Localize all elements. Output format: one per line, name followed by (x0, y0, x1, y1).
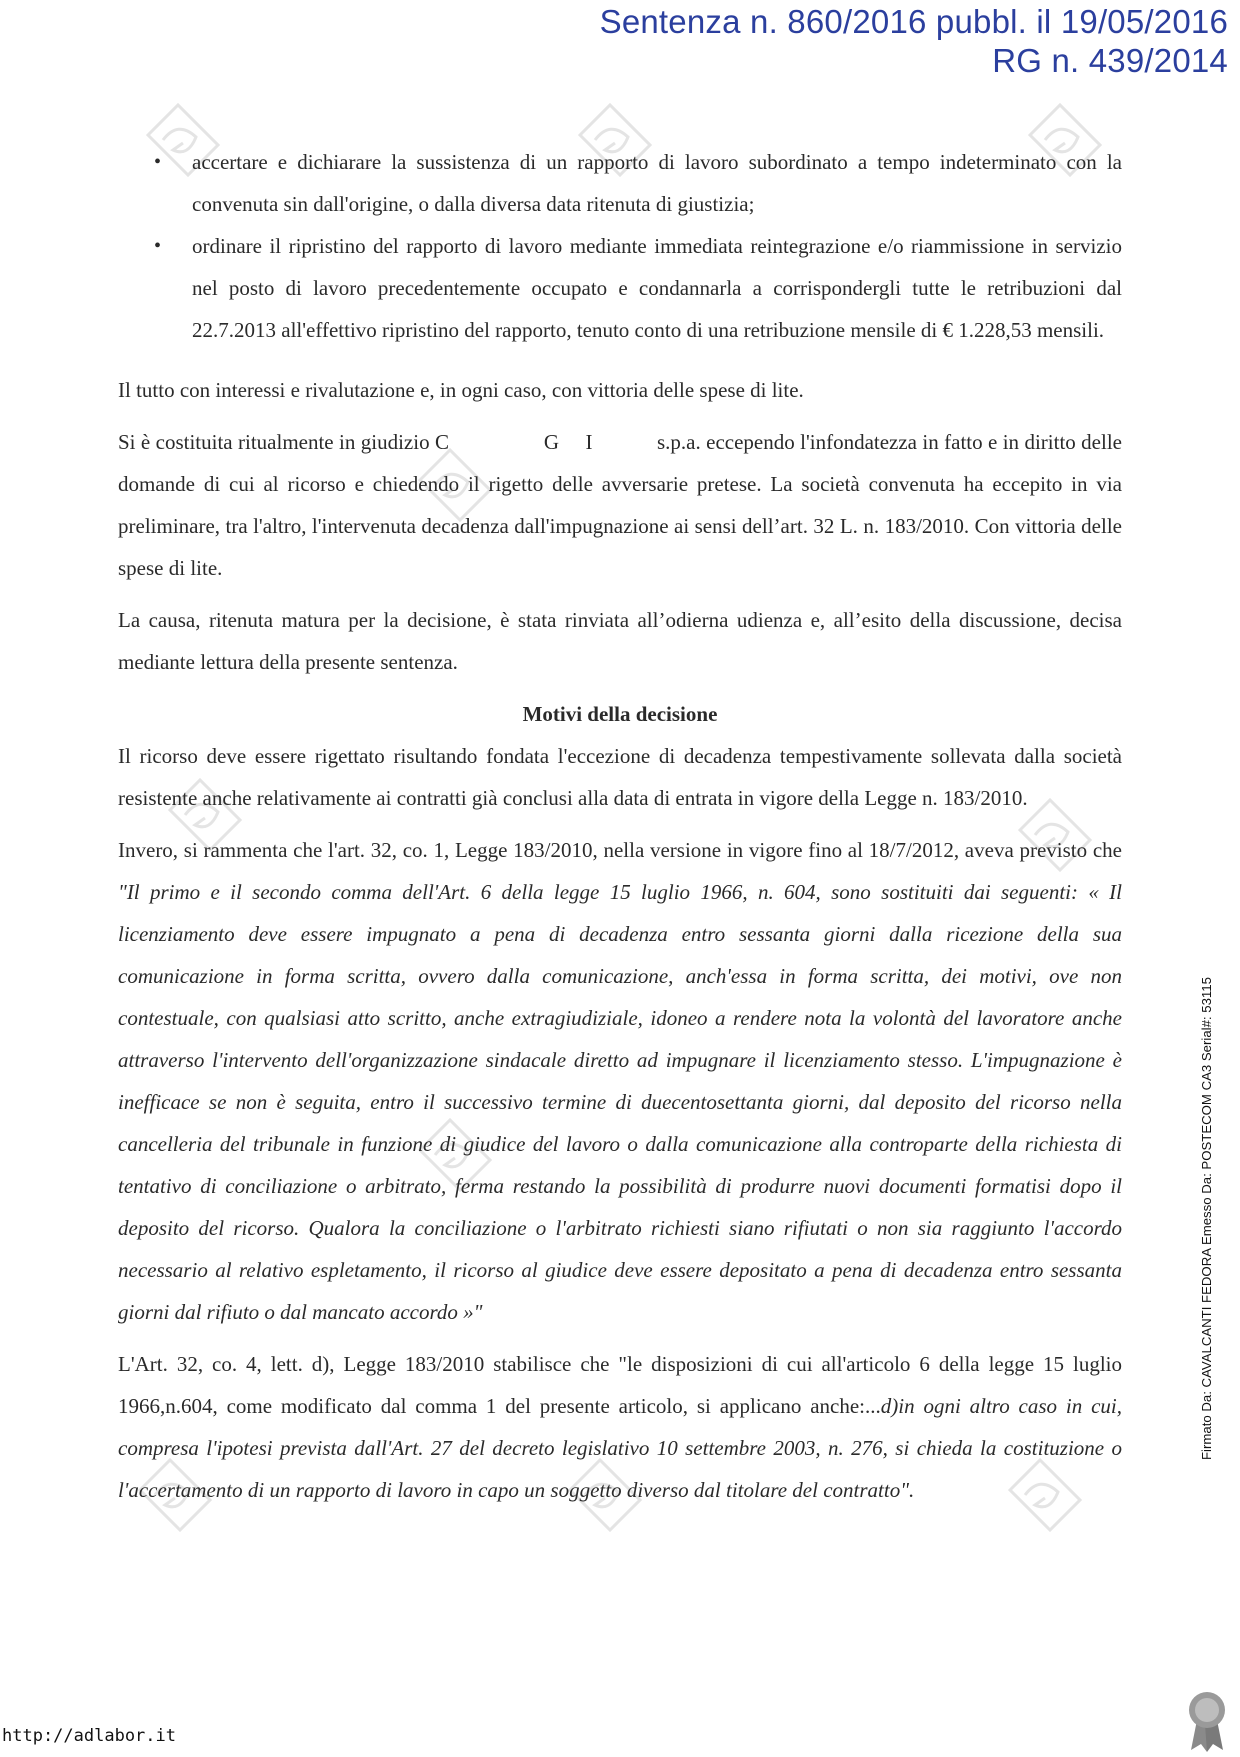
list-item: • accertare e dichiarare la sussistenza di un rapporto di lavoro subordinato a tempo indeterminato con la convenuta sin dall'origine, o dalla diversa data ritenuta di giustizia; (118, 141, 1122, 225)
paragraph-art32 (118, 829, 1122, 1333)
digital-signature-note: Firmato Da: CAVALCANTI FEDORA Emesso Da: POSTECOM CA3 Serial#: 53115 (1199, 977, 1214, 1460)
document-body (118, 141, 1122, 1511)
text-span: Invero, si rammenta che l'art. 32, co. 1, Legge 183/2010, nella versione in vigore fino al 18/7/2012, aveva previsto che (118, 838, 1122, 862)
text-span: s.p.a. eccependo l'infondatezza in fatto e in diritto delle domande di cui al ricorso e chiedendo il rigetto delle avversarie pretese. La società convenuta ha eccepito in via preliminare, tra l'altro, l'intervenuta decadenza dall'impugnazione ai sensi dell’art. 32 L. n. 183/2010. Con vittoria delle spese di lite. (118, 430, 1122, 580)
register-number: RG n. 439/2014 (992, 42, 1228, 79)
paragraph-ruling: Il ricorso deve essere rigettato risultando fondata l'eccezione di decadenza tempestivamente sollevata dalla società resistente anche relativamente ai contratti già conclusi alla data di entrata in vigore della Legge n. 183/2010. (118, 744, 1122, 810)
quoted-law-text: "Il primo e il secondo comma dell'Art. 6 della legge 15 luglio 1966, n. 604, sono sostituiti dai seguenti: « Il licenziamento deve essere impugnato a pena di decadenza entro sessanta giorni dalla ricezione della sua comunicazione in forma scritta, ovvero dalla comunicazione, anch'essa in forma scritta, dei motivi, ove non contestuale, con qualsiasi atto scritto, anche extragiudiziale, idoneo a rendere nota la volontà del lavoratore anche attraverso l'intervento dell'organizzazione sindacale diretto ad impugnare il licenziamento stesso. L'impugnazione è inefficace se non è seguita, entro il successivo termine di duecentosettanta giorni, dal deposito del ricorso nella cancelleria del tribunale in funzione di giudice del lavoro o dalla comunicazione alla controparte della richiesta di tentativo di conciliazione o arbitrato, ferma restando la possibilità di produrre nuovi documenti formatisi dopo il deposito del ricorso. Qualora la conciliazione o l'arbitrato richiesti siano rifiutati o non sia raggiunto l'accordo necessario al relativo espletamento, il ricorso al giudice deve essere depositato a pena di decadenza entro sessanta giorni dal rifiuto o dal mancato accordo »" (118, 880, 1122, 1324)
footer-url: http://adlabor.it (2, 1726, 176, 1746)
list-item: • ordinare il ripristino del rapporto di lavoro mediante immediata reintegrazione e/o riammissione in servizio nel posto di lavoro precedentemente occupato e condannarla a corrispondergli tutte le retribuzioni dal 22.7.2013 all'effettivo ripristino del rapporto, tenuto conto di una retribuzione mensile di € 1.228,53 mensili. (118, 225, 1122, 351)
paragraph-art32-co4 (118, 1343, 1122, 1511)
sentence-number: Sentenza n. 860/2016 pubbl. il 19/05/2016 (599, 3, 1228, 40)
text-span: L'Art. 32, co. 4, lett. d), Legge 183/2010 stabilisce che "le disposizioni di cui all'articolo 6 della legge 15 luglio 1966,n.604, come modificato dal comma 1 del presente articolo, si applicano anche:... (118, 1352, 1122, 1418)
paragraph-defendant (118, 421, 1122, 589)
quoted-law-text: d)in ogni altro caso in cui, compresa l'ipotesi prevista dall'Art. 27 del decreto legislativo 10 settembre 2003, n. 276, si chieda la costituzione o l'accertamento di un rapporto di lavoro in capo un soggetto diverso dal titolare del contratto". (118, 1394, 1122, 1502)
text-span: Si è costituita ritualmente in giudizio C (118, 430, 449, 454)
redacted-initial: I (585, 430, 593, 454)
paragraph-hearing: La causa, ritenuta matura per la decisione, è stata rinviata all’odierna udienza e, all’esito della discussione, decisa mediante lettura della presente sentenza. (118, 608, 1122, 674)
request-list (118, 141, 1122, 351)
redacted-initial: G (543, 430, 559, 454)
section-heading: Motivi della decisione (522, 702, 718, 726)
paragraph-costs: Il tutto con interessi e rivalutazione e, in ogni caso, con vittoria delle spese di lite. (118, 378, 804, 402)
seal-ribbon-icon (1185, 1690, 1229, 1752)
document-header (600, 2, 1228, 80)
